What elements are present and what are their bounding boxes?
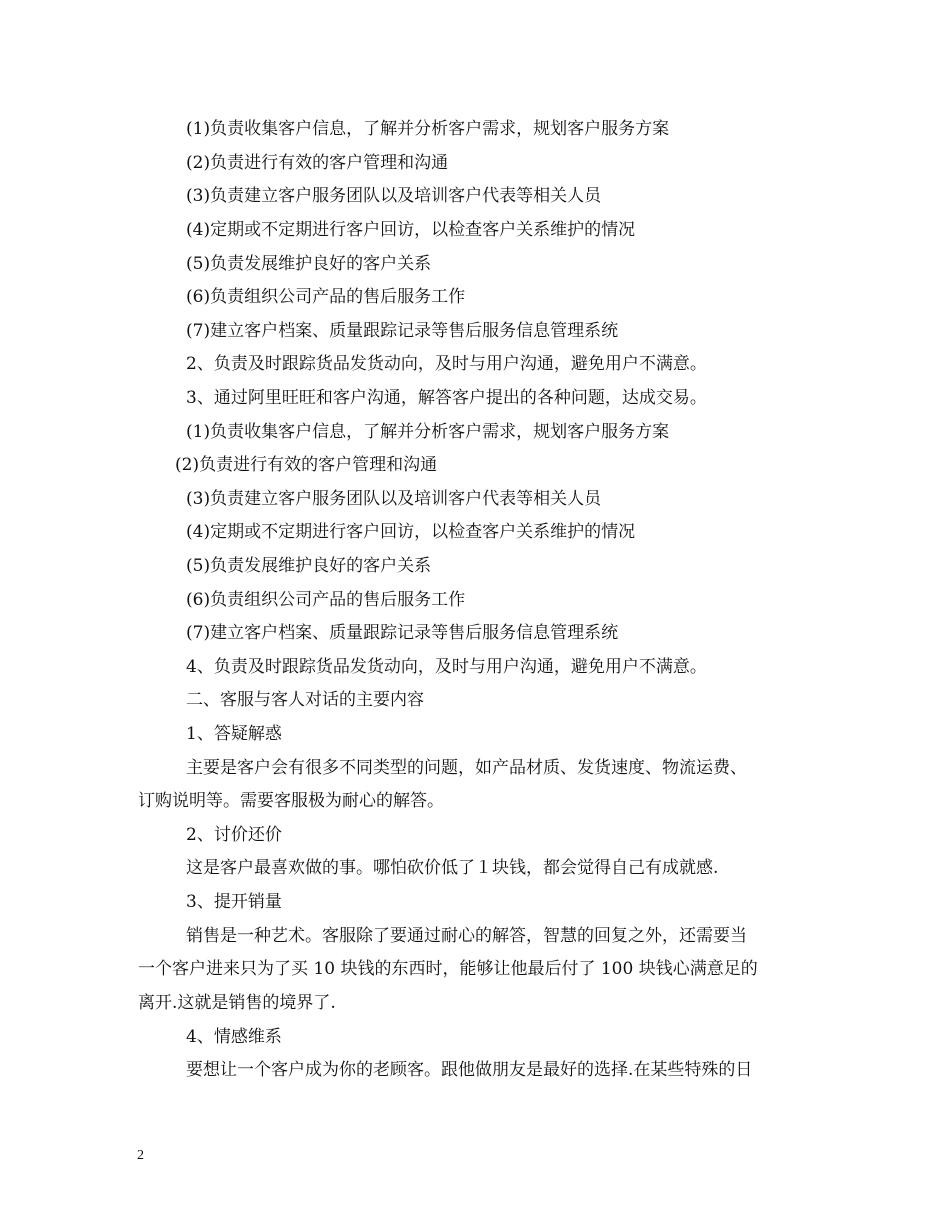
text-line: 销售是一种艺术。客服除了要通过耐心的解答，智慧的回复之外，还需要当 <box>186 926 747 946</box>
page-number: 2 <box>137 1148 144 1163</box>
text-line: (2)负责进行有效的客户管理和沟通 <box>175 455 438 475</box>
text-line: (6)负责组织公司产品的售后服务工作 <box>186 590 466 610</box>
text-line: (6)负责组织公司产品的售后服务工作 <box>186 287 466 307</box>
text-line: 3、通过阿里旺旺和客户沟通，解答客户提出的各种问题，达成交易。 <box>186 388 707 408</box>
text-line: (7)建立客户档案、质量跟踪记录等售后服务信息管理系统 <box>186 321 619 341</box>
text-line: 离开.这就是销售的境界了. <box>138 993 336 1013</box>
text-line: (7)建立客户档案、质量跟踪记录等售后服务信息管理系统 <box>186 623 619 643</box>
text-line: (1)负责收集客户信息，了解并分析客户需求，规划客户服务方案 <box>186 422 670 442</box>
text-line: 2、负责及时跟踪货品发货动向，及时与用户沟通，避免用户不满意。 <box>186 354 707 374</box>
text-line: 二、客服与客人对话的主要内容 <box>186 690 424 710</box>
text-line: 4、负责及时跟踪货品发货动向，及时与用户沟通，避免用户不满意。 <box>186 657 707 677</box>
text-line: (5)负责发展维护良好的客户关系 <box>186 556 432 576</box>
text-line: (1)负责收集客户信息，了解并分析客户需求，规划客户服务方案 <box>186 119 670 139</box>
text-line: 订购说明等。需要客服极为耐心的解答。 <box>138 791 444 811</box>
text-line: 1、答疑解惑 <box>186 724 282 744</box>
text-line: 3、提开销量 <box>186 892 282 912</box>
text-line: 这是客户最喜欢做的事。哪怕砍价低了１块钱，都会觉得自己有成就感. <box>186 858 719 878</box>
text-line: 4、情感维系 <box>186 1027 282 1047</box>
text-line: (2)负责进行有效的客户管理和沟通 <box>186 153 449 173</box>
text-line: (4)定期或不定期进行客户回访，以检查客户关系维护的情况 <box>186 220 636 240</box>
text-line: 一个客户进来只为了买 10 块钱的东西时，能够让他最后付了 100 块钱心满意足的 <box>138 959 758 979</box>
text-line: 2、讨价还价 <box>186 825 282 845</box>
text-line: (4)定期或不定期进行客户回访，以检查客户关系维护的情况 <box>186 522 636 542</box>
text-line: 要想让一个客户成为你的老顾客。跟他做朋友是最好的选择.在某些特殊的日 <box>186 1060 753 1080</box>
text-line: (3)负责建立客户服务团队以及培训客户代表等相关人员 <box>186 186 602 206</box>
text-line: (5)负责发展维护良好的客户关系 <box>186 254 432 274</box>
text-line: (3)负责建立客户服务团队以及培训客户代表等相关人员 <box>186 489 602 509</box>
text-line: 主要是客户会有很多不同类型的问题，如产品材质、发货速度、物流运费、 <box>186 758 747 778</box>
